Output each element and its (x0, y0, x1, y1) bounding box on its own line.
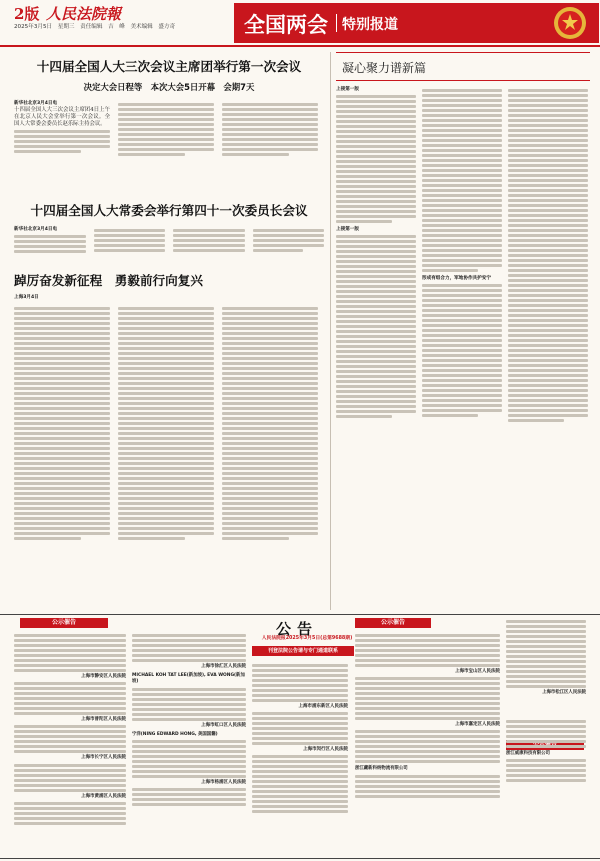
notice-court-1: 上海市静安区人民法院 (81, 674, 126, 679)
notice-court-9: 上海市闵行区人民法院 (303, 747, 348, 753)
article-3-headline: 踔厉奋发新征程 勇毅前行向复兴 (14, 273, 203, 288)
notice-court-6: 上海市虹口区人民法院 (201, 722, 246, 728)
notice-name-1: MICHAEL KOH TAT LEE(新加坡), EVA WONG(新加坡) (132, 673, 245, 685)
paper-name: 人民法院報 (46, 5, 122, 23)
article-4-byline: 上接第一版 (336, 87, 359, 92)
article-1-dateline: 新华社北京3月4日电 (14, 101, 58, 106)
article-3-col-3 (222, 305, 318, 542)
article-3-dateline: 上海3月4日 (14, 295, 39, 300)
notice-court-11: 上海市嘉定区人民法院 (455, 722, 500, 728)
announce-col-1 (14, 632, 126, 827)
notice-court-12: 上海市松江区人民法院 (542, 690, 586, 695)
article-4 (336, 52, 590, 612)
notice-court-7: 上海市杨浦区人民法院 (201, 780, 246, 786)
article-1-subhead: 决定大会日程等 本次大会5日开幕 会期7天 (83, 82, 255, 92)
page-number: 2版 (14, 5, 40, 23)
article-4-headline-bar (336, 52, 590, 81)
announce-box-2: 刊登法院公告请与专门通道联系 (252, 646, 354, 656)
article-1 (14, 56, 324, 212)
date-line: 2025年3月5日 星期三 责任编辑 吉 峰 美术编辑 盛方奇 (14, 24, 176, 30)
announce-box-3: 公示催告 (355, 618, 431, 628)
notice-court-3: 上海市长宁区人民法院 (81, 755, 126, 761)
section-divider (336, 14, 337, 32)
emblem-icon (552, 5, 588, 41)
article-4-col-1 (336, 87, 416, 424)
notice-court-10: 上海市宝山区人民法院 (455, 669, 500, 674)
announce-title: 公告 (275, 620, 318, 638)
article-2 (14, 200, 324, 264)
notice-court-4: 上海市黄浦区人民法院 (81, 793, 126, 799)
notice-name-3: 浙江藏新科纳物流有限公司 (355, 766, 408, 772)
announce-rule (0, 614, 600, 615)
section-banner (234, 3, 599, 43)
article-4-headline: 凝心聚力谱新篇 (342, 61, 427, 75)
article-1-body: 十四届全国人大三次会议主席团4日上午在北京人民大会堂举行第一次会议。全国人大常委会委员长赵乐际主持会议。 (14, 107, 110, 128)
article-4-sub2: 形成有组合力，军地协作共护安宁 (422, 276, 491, 281)
announce-col-4 (355, 632, 500, 800)
article-3-col-2 (118, 305, 214, 542)
article-3 (14, 270, 324, 610)
article-4-col-3 (508, 87, 588, 424)
notice-court-8: 上海市浦东新区人民法院 (298, 704, 348, 709)
section-title: 全国两会 (244, 13, 328, 37)
masthead-rule (0, 45, 600, 47)
notice-name-2: 宁洋(NING EDWARD HONG, 美国国籍) (132, 731, 218, 737)
article-2-dateline: 新华社北京3月4日电 (14, 227, 58, 232)
article-1-headline: 十四届全国人大三次会议主席团举行第一次会议 (36, 59, 302, 74)
announce-box-1: 公示催告 (20, 618, 108, 628)
section-sub: 特别报道 (342, 17, 398, 33)
article-4-sub1: 上接第一版 (336, 227, 359, 233)
masthead (0, 0, 600, 44)
announce-col-3 (252, 662, 348, 815)
page-bottom-rule (0, 858, 600, 859)
article-3-col-1 (14, 305, 110, 542)
notice-court-5: 上海市徐汇区人民法院 (201, 664, 246, 669)
announce-col-2 (132, 632, 246, 808)
announce-col-5 (506, 618, 586, 784)
notice-court-2: 上海市普陀区人民法院 (81, 717, 126, 723)
notice-name-4: 浙江威康科技有限公司 (506, 751, 550, 757)
announce-subline: 人民法院报2025年3月5日(总第9688期) (261, 636, 353, 641)
column-rule (330, 52, 331, 610)
article-2-headline: 十四届全国人大常委会举行第四十一次委员长会议 (30, 203, 308, 218)
article-4-col-2 (422, 87, 502, 424)
